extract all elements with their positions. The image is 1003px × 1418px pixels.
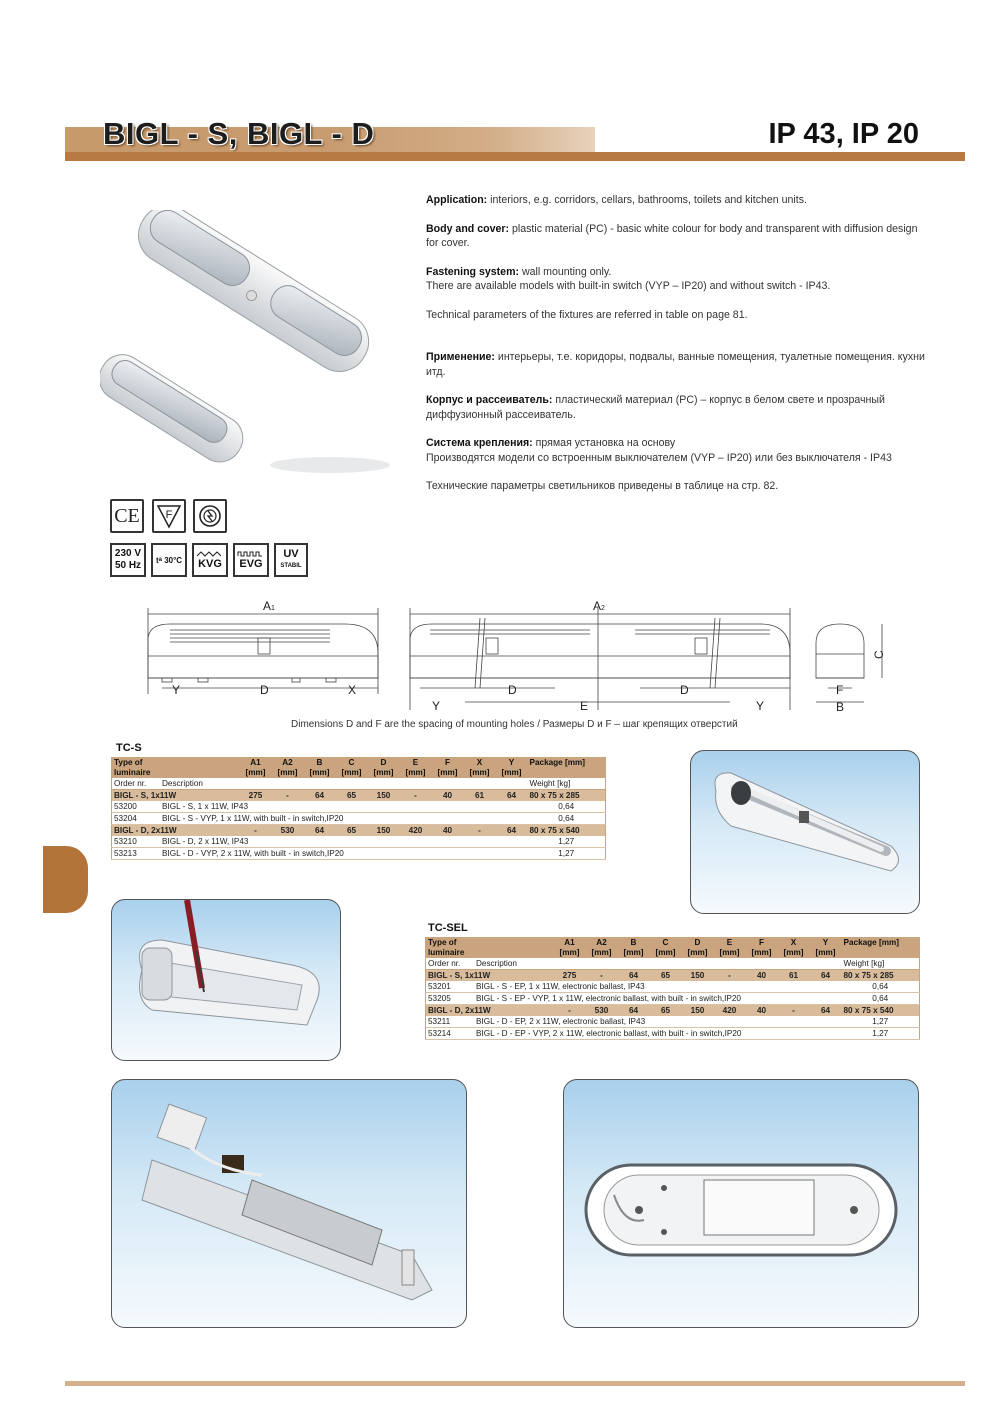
photo-open-fixture bbox=[690, 750, 920, 914]
fastening-text-ru: прямая установка на основу bbox=[532, 437, 676, 449]
photo-fixture-base bbox=[563, 1079, 919, 1328]
f-mark-icon bbox=[152, 499, 186, 533]
order-number: 53211 bbox=[428, 1016, 451, 1026]
group-value: - bbox=[586, 970, 618, 982]
page-title: BIGL - S, BIGL - D bbox=[103, 116, 375, 151]
group-package: 80 x 75 x 285 bbox=[842, 970, 920, 982]
group-value: 64 bbox=[496, 825, 528, 837]
group-value: - bbox=[240, 825, 272, 837]
application-label-ru: Применение: bbox=[426, 351, 495, 363]
table-group-row bbox=[112, 790, 606, 802]
row-order-desc bbox=[112, 801, 528, 813]
group-value: 150 bbox=[368, 825, 400, 837]
header-unit: [mm] bbox=[714, 948, 746, 958]
label-a2: A2 bbox=[593, 599, 605, 613]
table-group-row bbox=[112, 825, 606, 837]
kvg-icon: KVG bbox=[192, 543, 228, 577]
group-package: 80 x 75 x 285 bbox=[528, 790, 606, 802]
section-tab bbox=[43, 846, 88, 913]
row-description: BIGL - S - EP, 1 x 11W, electronic ballast, IP43 bbox=[476, 981, 645, 991]
group-value: 64 bbox=[618, 1005, 650, 1017]
row-order-desc bbox=[426, 993, 842, 1005]
table-subheader-row bbox=[112, 778, 606, 790]
group-value: - bbox=[714, 970, 746, 982]
subheader-order-desc: Order nr. Description bbox=[426, 958, 842, 970]
fastening-label-ru: Система крепления: bbox=[426, 437, 533, 449]
body-label-ru: Корпус и рассеиватель: bbox=[426, 394, 553, 406]
group-value: 530 bbox=[586, 1005, 618, 1017]
ambient-temp-icon: t a 30°C bbox=[151, 543, 187, 577]
header-col-a1: A1 bbox=[554, 938, 586, 949]
header-unit: [mm] bbox=[746, 948, 778, 958]
subheader-weight: Weight [kg] bbox=[528, 778, 606, 790]
group-value: 65 bbox=[336, 790, 368, 802]
fastening-text-2-ru: Производятся модели со встроенным выключателем (VYP – IP20) или без выключателя - IP43 bbox=[426, 451, 892, 464]
group-value: 40 bbox=[746, 970, 778, 982]
table-header-units-row bbox=[426, 948, 920, 958]
subheader-weight: Weight [kg] bbox=[842, 958, 920, 970]
group-value: - bbox=[272, 790, 304, 802]
order-number: 53213 bbox=[114, 848, 137, 858]
group-package: 80 x 75 x 540 bbox=[528, 825, 606, 837]
label-d-2: D bbox=[508, 683, 517, 697]
row-weight: 1,27 bbox=[528, 836, 606, 848]
label-b: B bbox=[836, 700, 845, 714]
label-d-3: D bbox=[680, 683, 689, 697]
group-value: - bbox=[400, 790, 432, 802]
technical-text-ru: Технические параметры светильников приведены в таблице на стр. 82. bbox=[426, 480, 779, 492]
row-description: BIGL - D - VYP, 2 x 11W, with built - in switch,IP20 bbox=[162, 848, 344, 858]
voltage-icon: 230 V 50 Hz bbox=[110, 543, 146, 577]
group-value: 40 bbox=[432, 790, 464, 802]
header-col-x: X bbox=[464, 758, 496, 769]
label-e: E bbox=[580, 699, 589, 713]
header-unit: [mm] bbox=[368, 768, 400, 778]
row-description: BIGL - S - VYP, 1 x 11W, with built - in switch,IP20 bbox=[162, 813, 344, 823]
body-label: Body and cover: bbox=[426, 222, 510, 235]
group-value: 150 bbox=[368, 790, 400, 802]
group-value: 65 bbox=[650, 970, 682, 982]
group-value: 61 bbox=[778, 970, 810, 982]
header-unit: [mm] bbox=[272, 768, 304, 778]
header-type-of: Type of bbox=[426, 938, 554, 949]
header-luminaire: luminaire bbox=[426, 948, 554, 958]
group-package: 80 x 75 x 540 bbox=[842, 1005, 920, 1017]
row-description: BIGL - S, 1 x 11W, IP43 bbox=[162, 801, 249, 811]
header-col-b: B bbox=[304, 758, 336, 769]
fastening-label: Fastening system: bbox=[426, 265, 520, 278]
table-subheader-row bbox=[426, 958, 920, 970]
header-col-d: D bbox=[368, 758, 400, 769]
order-number: 53205 bbox=[428, 993, 451, 1003]
row-order-desc bbox=[426, 1016, 842, 1028]
group-value: 275 bbox=[554, 970, 586, 982]
group-name: BIGL - D, 2x11W bbox=[426, 1005, 554, 1017]
group-value: 64 bbox=[810, 970, 842, 982]
header-luminaire: luminaire bbox=[112, 768, 240, 778]
header-unit: [mm] bbox=[240, 768, 272, 778]
row-order-desc bbox=[426, 981, 842, 993]
tc-sel-table bbox=[425, 937, 920, 1040]
group-value: 61 bbox=[464, 790, 496, 802]
header-unit: [mm] bbox=[304, 768, 336, 778]
header-col-e: E bbox=[400, 758, 432, 769]
row-order-desc bbox=[112, 836, 528, 848]
technical-text: Technical parameters of the fixtures are referred in table on page 81. bbox=[426, 308, 748, 321]
row-description: BIGL - D, 2 x 11W, IP43 bbox=[162, 836, 249, 846]
order-number: 53204 bbox=[114, 813, 137, 823]
header-unit: [mm] bbox=[432, 768, 464, 778]
safety-mark-icon bbox=[193, 499, 227, 533]
application-text-ru: интерьеры, т.е. коридоры, подвалы, ванные помещения, туалетные помещения. кухни итд. bbox=[426, 351, 925, 378]
evg-icon: EVG bbox=[233, 543, 269, 577]
group-value: 64 bbox=[618, 970, 650, 982]
ip-rating: IP 43, IP 20 bbox=[768, 118, 919, 150]
group-value: 64 bbox=[810, 1005, 842, 1017]
subheader-order-desc: Order nr. Description bbox=[112, 778, 528, 790]
label-y-2: Y bbox=[432, 699, 441, 713]
order-number: 53210 bbox=[114, 836, 137, 846]
group-value: 150 bbox=[682, 1005, 714, 1017]
row-order-desc bbox=[426, 1028, 842, 1040]
tc-s-table bbox=[111, 757, 606, 860]
photo-screwdriver bbox=[111, 899, 341, 1061]
table-header-row bbox=[426, 938, 920, 949]
header-col-e: E bbox=[714, 938, 746, 949]
label-d-1: D bbox=[260, 683, 269, 697]
header-empty bbox=[528, 768, 606, 778]
row-weight: 1,27 bbox=[842, 1028, 920, 1040]
row-weight: 0,64 bbox=[842, 993, 920, 1005]
uv-stabil-icon: UV STABIL bbox=[274, 543, 308, 577]
dimension-note: Dimensions D and F are the spacing of mounting holes / Размеры D и F – шаг крепящих отверстий bbox=[291, 719, 738, 730]
group-value: - bbox=[778, 1005, 810, 1017]
header-unit: [mm] bbox=[554, 948, 586, 958]
label-y-3: Y bbox=[756, 699, 765, 713]
description-english bbox=[426, 193, 926, 322]
group-name: BIGL - S, 1x11W bbox=[112, 790, 240, 802]
header-unit: [mm] bbox=[464, 768, 496, 778]
table-row bbox=[112, 801, 606, 813]
svg-text:F: F bbox=[165, 509, 173, 521]
application-text: interiors, e.g. corridors, cellars, bathrooms, toilets and kitchen units. bbox=[487, 194, 807, 206]
application-label: Application: bbox=[426, 194, 488, 206]
table-group-row bbox=[426, 970, 920, 982]
group-name: BIGL - S, 1x11W bbox=[426, 970, 554, 982]
table-row bbox=[112, 813, 606, 825]
header-col-y: Y bbox=[496, 758, 528, 769]
header-unit: [mm] bbox=[778, 948, 810, 958]
table-row bbox=[426, 1028, 920, 1040]
row-description: BIGL - S - EP - VYP, 1 x 11W, electronic ballast, with built - in switch,IP20 bbox=[476, 993, 741, 1003]
header-package: Package [mm] bbox=[528, 758, 606, 769]
body-text: plastic material (PC) - basic white colour for body and transparent with diffusion design for cover. bbox=[426, 222, 918, 249]
header-unit: [mm] bbox=[810, 948, 842, 958]
row-weight: 0,64 bbox=[528, 801, 606, 813]
fastening-text: wall mounting only. bbox=[519, 265, 612, 278]
table-row bbox=[112, 836, 606, 848]
tc-s-label: TC-S bbox=[116, 742, 142, 754]
order-number: 53201 bbox=[428, 981, 451, 991]
group-value: 420 bbox=[400, 825, 432, 837]
table-header-units-row bbox=[112, 768, 606, 778]
dimension-drawings bbox=[140, 598, 890, 718]
table-row bbox=[426, 1016, 920, 1028]
label-a1: A1 bbox=[263, 599, 275, 613]
table-header-row bbox=[112, 758, 606, 769]
header-col-x: X bbox=[778, 938, 810, 949]
table-row bbox=[426, 993, 920, 1005]
label-x: X bbox=[348, 683, 357, 697]
table-row bbox=[112, 848, 606, 860]
group-value: 64 bbox=[304, 790, 336, 802]
body-text-ru: пластический материал (PC) – корпус в белом свете и прозрачный диффузионный рассеиватель. bbox=[426, 394, 885, 421]
fastening-text-2: There are available models with built-in switch (VYP – IP20) and without switch - IP43. bbox=[426, 280, 831, 292]
header-rule bbox=[65, 152, 965, 161]
label-y-1: Y bbox=[172, 683, 181, 697]
header-col-a2: A2 bbox=[586, 938, 618, 949]
tc-sel-label: TC-SEL bbox=[428, 922, 468, 934]
header-col-a2: A2 bbox=[272, 758, 304, 769]
photo-ballast-internals bbox=[111, 1079, 467, 1328]
header-type-of: Type of bbox=[112, 758, 240, 769]
header-package: Package [mm] bbox=[842, 938, 920, 949]
row-order-desc bbox=[112, 848, 528, 860]
row-weight: 0,64 bbox=[528, 813, 606, 825]
group-value: - bbox=[554, 1005, 586, 1017]
order-number: 53200 bbox=[114, 801, 137, 811]
ce-mark-icon: CE bbox=[110, 499, 144, 533]
header-col-d: D bbox=[682, 938, 714, 949]
header-unit: [mm] bbox=[682, 948, 714, 958]
table-group-row bbox=[426, 1005, 920, 1017]
row-weight: 0,64 bbox=[842, 981, 920, 993]
header-unit: [mm] bbox=[586, 948, 618, 958]
header-col-c: C bbox=[650, 938, 682, 949]
product-image-main bbox=[100, 210, 400, 480]
row-weight: 1,27 bbox=[528, 848, 606, 860]
group-value: 420 bbox=[714, 1005, 746, 1017]
group-value: 530 bbox=[272, 825, 304, 837]
header-col-y: Y bbox=[810, 938, 842, 949]
header-col-a1: A1 bbox=[240, 758, 272, 769]
group-value: 275 bbox=[240, 790, 272, 802]
group-value: 64 bbox=[496, 790, 528, 802]
row-description: BIGL - D - EP - VYP, 2 x 11W, electronic ballast, with built - in switch,IP20 bbox=[476, 1028, 742, 1038]
header-unit: [mm] bbox=[400, 768, 432, 778]
group-name: BIGL - D, 2x11W bbox=[112, 825, 240, 837]
row-order-desc bbox=[112, 813, 528, 825]
group-value: 65 bbox=[650, 1005, 682, 1017]
group-value: 65 bbox=[336, 825, 368, 837]
group-value: 40 bbox=[746, 1005, 778, 1017]
group-value: 150 bbox=[682, 970, 714, 982]
header-unit: [mm] bbox=[336, 768, 368, 778]
row-weight: 1,27 bbox=[842, 1016, 920, 1028]
header-col-f: F bbox=[746, 938, 778, 949]
header-unit: [mm] bbox=[496, 768, 528, 778]
label-f: F bbox=[836, 683, 844, 697]
row-description: BIGL - D - EP, 2 x 11W, electronic ballast, IP43 bbox=[476, 1016, 646, 1026]
table-row bbox=[426, 981, 920, 993]
header-empty bbox=[842, 948, 920, 958]
description-russian bbox=[426, 350, 926, 494]
group-value: - bbox=[464, 825, 496, 837]
header-col-b: B bbox=[618, 938, 650, 949]
header-unit: [mm] bbox=[650, 948, 682, 958]
group-value: 40 bbox=[432, 825, 464, 837]
header-col-f: F bbox=[432, 758, 464, 769]
header-unit: [mm] bbox=[618, 948, 650, 958]
order-number: 53214 bbox=[428, 1028, 451, 1038]
label-c: C bbox=[872, 650, 886, 659]
group-value: 64 bbox=[304, 825, 336, 837]
header-col-c: C bbox=[336, 758, 368, 769]
footer-rule bbox=[65, 1381, 965, 1386]
